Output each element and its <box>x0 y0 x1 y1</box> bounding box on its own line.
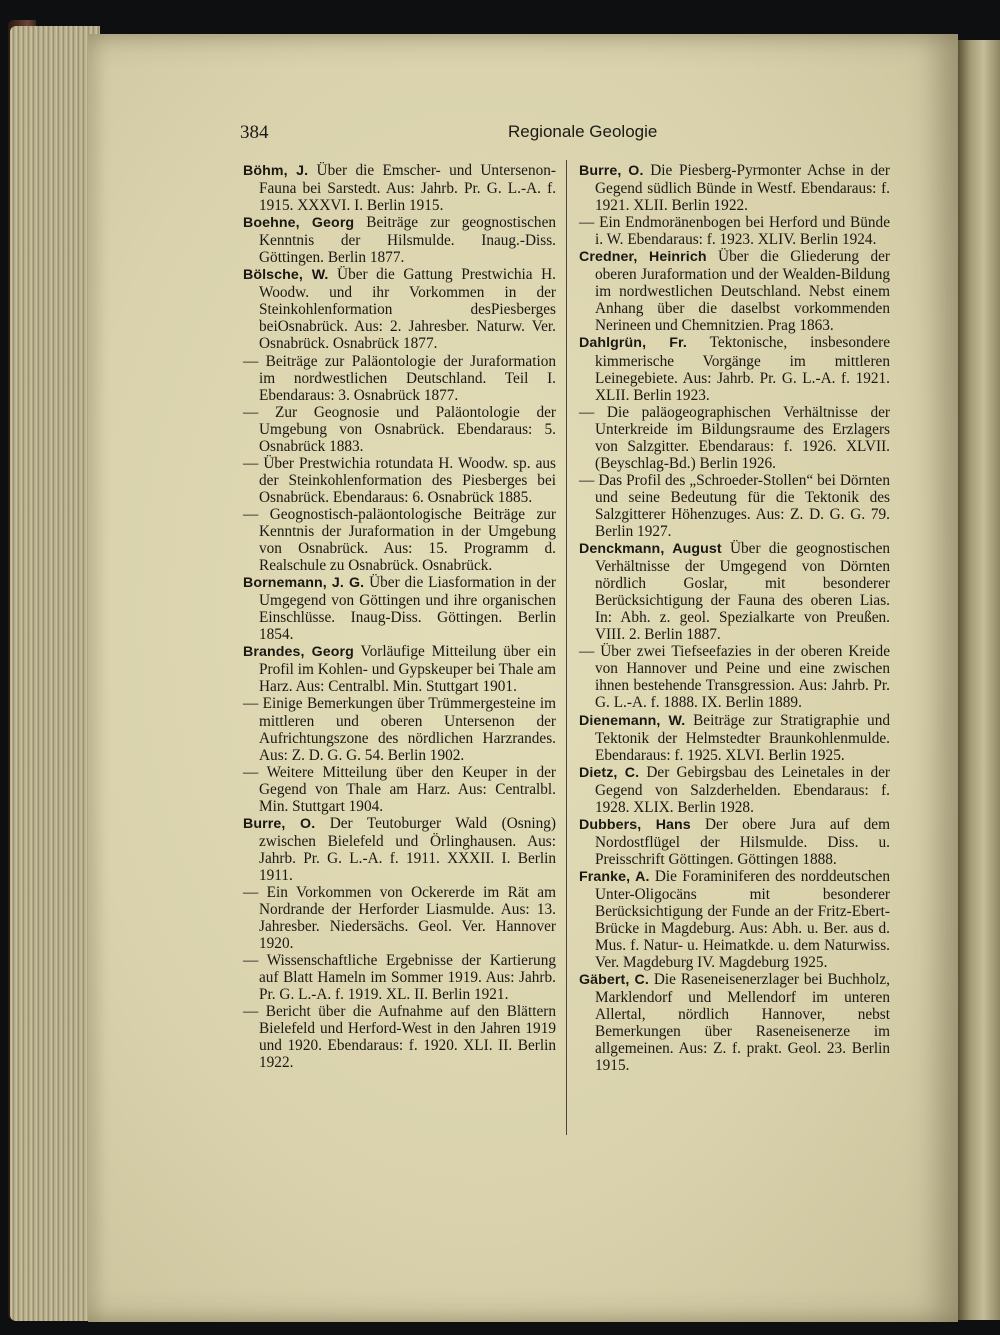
bibliography-entry <box>579 404 890 472</box>
entry-title: Der Teutoburger Wald (Osning) zwischen Bielefeld und Örlinghausen. <box>259 814 557 850</box>
entry-title: — Wissenschaftliche Ergebnisse der Kartierung auf Blatt Hameln im Sommer 1919. <box>243 952 556 987</box>
entry-title: Tektonische, insbesondere kimmerische Vorgänge im mittleren Leinegebiete. <box>595 334 891 387</box>
entry-author: Böhm, J. <box>243 163 309 179</box>
book-page-edges <box>10 26 100 1321</box>
entry-source: Aus: Z. f. prakt. Geol. 23. Berlin 1915. <box>595 1040 890 1075</box>
entry-author: Dubbers, Hans <box>579 816 691 833</box>
entry-title: — Das Profil des „Schroeder-Stollen“ bei Dörnten und seine Bedeutung für die Tektonik des Salzgitterer Höhenzuges. <box>579 471 890 523</box>
entry-title: — Über zwei Tiefseefazies in der oberen Kreide von Hannover und Peine und eine zwischen ihnen bestehende Transgression. <box>579 643 890 695</box>
bibliography-entry <box>243 404 556 455</box>
entry-source: Aus: Centralbl. Min. Stuttgart 1901. <box>295 678 517 696</box>
entry-author: Dahlgrün, Fr. <box>579 335 687 352</box>
entry-title: Vorläufige Mitteilung über ein Profil im Kohlen- und Gypskeuper bei Thale am Harz. <box>259 643 556 696</box>
bibliography-entry <box>243 952 556 1003</box>
bibliography-entry <box>579 248 890 334</box>
entry-title: Beiträge zur geognostischen Kenntnis der Hilsmulde. Inaug.-Diss. Göttingen. Berlin 1877. <box>259 214 557 267</box>
entry-source: Ebendaraus: f. 1923. XLIV. Berlin 1924. <box>627 231 877 249</box>
entry-title: Die Foraminiferen des norddeutschen Unter-Oligocäns mit besonderer Berücksichtigung der Funde an der Fritz-Ebert-Brücke in Magdeburg. <box>595 867 890 938</box>
entry-author: Burre, O. <box>243 815 316 832</box>
bibliography-entry <box>243 353 556 404</box>
entry-title: Der Gebirgsbau des Leinetales in der Gegend von Salzderhelden. <box>595 763 891 799</box>
entry-author: Bornemann, J. G. <box>243 575 365 592</box>
bibliography-entry <box>243 764 556 815</box>
bibliography-entry <box>243 214 556 266</box>
entry-author: Dienemann, W. <box>579 712 686 729</box>
entry-author: Burre, O. <box>579 163 644 179</box>
bibliography-entry <box>243 643 556 695</box>
entry-title: — Zur Geognosie und Paläontologie der Umgebung von Osnabrück. <box>243 403 556 438</box>
bibliography-entry <box>243 574 556 643</box>
entry-title: Über die Liasformation in der Umgegend von Göttingen und ihre organischen Einschlüsse. Inaug-Diss. Göttingen. Berlin 1854. <box>259 574 557 644</box>
entry-source: Aus: Jahrb. Pr. G. L.-A. f. 1915. XXXVI. I. Berlin 1915. <box>259 180 557 215</box>
bibliography-entry <box>579 764 890 816</box>
bibliography-entry <box>579 971 890 1074</box>
entry-source: Ebendaraus: f. 1921. XLII. Berlin 1922. <box>595 180 890 215</box>
entry-author: Brandes, Georg <box>243 644 354 661</box>
entry-title: Über die Emscher- und Untersenon-Fauna bei Sarstedt. <box>259 162 556 198</box>
entry-title: — Ein Endmoränenbogen bei Herford und Bünde i. W. <box>579 214 890 249</box>
entry-source: Ebendaraus: f. 1928. XLIX. Berlin 1928. <box>595 781 890 816</box>
entry-source: Aus: Jahrb. Pr. G. L.-A. f. 1911. XXXII. I. Berlin 1911. <box>259 832 557 884</box>
entry-source: Ebendaraus: 6. Osnabrück 1885. <box>332 488 533 506</box>
entry-title: Über die Gliederung der oberen Juraformation und der Wealden-Bildung im nordwestlichen Deutschland. Nebst einem Anhang über die daselbst vorkommenden Nerineen und Chemnitzien. Prag 1863. <box>595 248 890 335</box>
bibliography-entry <box>243 455 556 506</box>
entry-source: Aus: 15. Programm d. Realschule zu Osnabrück. Osnabrück. <box>259 540 556 575</box>
entry-source: Aus: Jahrb. Pr. G. L.-A. f. 1888. IX. Berlin 1889. <box>595 677 890 712</box>
entry-source: Aus: Abh. u. Ber. aus d. Mus. f. Natur- u. Heimatkde. u. dem Naturwiss. Ver. Magdeburg IV. Magdeburg 1925. <box>595 920 890 972</box>
bibliography-entry <box>579 712 890 764</box>
column-divider <box>566 160 567 1135</box>
right-column <box>579 162 890 1074</box>
entry-title: Die Raseneisenerzlager bei Buchholz, Marklendorf und Mellendorf im unteren Allertal, nördlich Hannover, nebst Bemerkungen über Raseneisenerze im allgemeinen. <box>595 971 890 1058</box>
entry-title: — Die paläogeographischen Verhältnisse der Unterkreide im Bildungsraume des Erzlagers von Salzgitter. <box>579 403 890 455</box>
entry-author: Boehne, Georg <box>243 215 355 232</box>
bibliography-entry <box>243 1003 556 1071</box>
bibliography-entry <box>243 266 556 352</box>
bibliography-entry <box>243 695 556 763</box>
bibliography-entry <box>243 506 556 574</box>
bibliography-entry <box>579 162 890 214</box>
bibliography-entry <box>243 162 556 214</box>
entry-title: — Einige Bemerkungen über Trümmergesteine im mittleren und oberen Untersenon der Aufrichtungszone des nördlichen Harzrandes. <box>243 695 556 747</box>
entry-source: Aus: Centralbl. Min. Stuttgart 1904. <box>259 780 556 815</box>
entry-source: Ebendaraus: 5. Osnabrück 1883. <box>259 420 557 455</box>
bibliography-entry <box>579 472 890 540</box>
entry-source: Aus: Jahrb. Pr. G. L.-A. f. 1921. XLII. Berlin 1923. <box>595 369 890 404</box>
bibliography-entry <box>243 815 556 884</box>
bibliography-entry <box>579 540 890 643</box>
entry-title: Der obere Jura auf dem Nordostflügel der Hilsmulde. Diss. u. Preisschrift Göttingen. Göttingen 1888. <box>595 815 890 868</box>
entry-title: — Über Prestwichia rotundata H. Woodw. sp. aus der Steinkohlenformation des Piesberges bei Osnabrück. <box>243 454 556 506</box>
entry-source: Aus: Z. D. G. G. 79. Berlin 1927. <box>595 505 890 540</box>
entry-title: Beiträge zur Stratigraphie und Tektonik der Helmstedter Braunkohlenmulde. <box>595 711 890 747</box>
page-number: 384 <box>240 122 269 143</box>
entry-author: Bölsche, W. <box>243 267 329 284</box>
facing-page-edge <box>958 40 1000 1320</box>
entry-author: Franke, A. <box>579 868 650 885</box>
left-column <box>243 162 556 1071</box>
entry-source: In: Abh. z. geol. Spezialkarte von Preußen. VIII. 2. Berlin 1887. <box>595 609 890 644</box>
entry-source: Ebendaraus: f. 1925. XLVI. Berlin 1925. <box>595 746 845 764</box>
entry-source: Ebendaraus: f. 1920. XLI. II. Berlin 1922. <box>259 1037 556 1072</box>
bibliography-entry <box>579 334 890 403</box>
entry-author: Dietz, C. <box>579 764 640 781</box>
entry-title: — Weitere Mitteilung über den Keuper in der Gegend von Thale am Harz. <box>243 763 556 798</box>
entry-source: Aus: 13. Jahresber. Niedersächs. Geol. Ver. Hannover 1920. <box>259 901 557 953</box>
bibliography-entry <box>579 816 890 868</box>
entry-title: Die Piesberg-Pyrmonter Achse in der Gegend südlich Bünde in Westf. <box>595 162 891 198</box>
entry-title: — Ein Vorkommen von Ockererde im Rät am Nordrande der Herforder Liasmulde. <box>243 883 556 919</box>
entry-title: — Bericht über die Aufnahme auf den Blättern Bielefeld und Herford-West in den Jahren 1919 und 1920. <box>243 1003 556 1055</box>
entry-author: Denckmann, August <box>579 541 722 558</box>
page-header <box>240 122 785 148</box>
entry-title: — Geognostisch-paläontologische Beiträge zur Kenntnis der Juraformation in der Umgebung von Osnabrück. <box>243 505 556 558</box>
running-head: Regionale Geologie <box>508 122 658 141</box>
entry-title: Über die geognostischen Verhältnisse der Umgegend von Dörnten nördlich Goslar, mit besonderer Berücksichtigung der Fauna des oberen Lias. <box>595 540 891 610</box>
entry-source: Aus: Z. D. G. G. 54. Berlin 1902. <box>259 746 465 764</box>
entry-title: — Beiträge zur Paläontologie der Juraformation im nordwestlichen Deutschland. Teil I. <box>243 352 556 387</box>
entry-author: Gäbert, C. <box>579 972 649 989</box>
bibliography-entry <box>579 643 890 711</box>
entry-source: Ebendaraus: 3. Osnabrück 1877. <box>259 386 459 404</box>
entry-author: Credner, Heinrich <box>579 249 707 266</box>
entry-source: Aus: 2. Jahresber. Naturw. Ver. Osnabrück. Osnabrück 1877. <box>259 318 556 353</box>
bibliography-entry <box>579 868 890 971</box>
entry-source: Aus: Jahrb. Pr. G. L.-A. f. 1919. XL. II. Berlin 1921. <box>259 969 556 1004</box>
entry-title: Über die Gattung Prestwichia H. Woodw. und ihr Vorkommen in der Steinkohlenformation desPiesberges beiOsnabrück. <box>259 266 556 336</box>
entry-source: Ebendaraus: f. 1926. XLVII. (Beyschlag-Bd.) Berlin 1926. <box>595 437 891 472</box>
bibliography-entry <box>579 214 890 248</box>
bibliography-entry <box>243 884 556 952</box>
